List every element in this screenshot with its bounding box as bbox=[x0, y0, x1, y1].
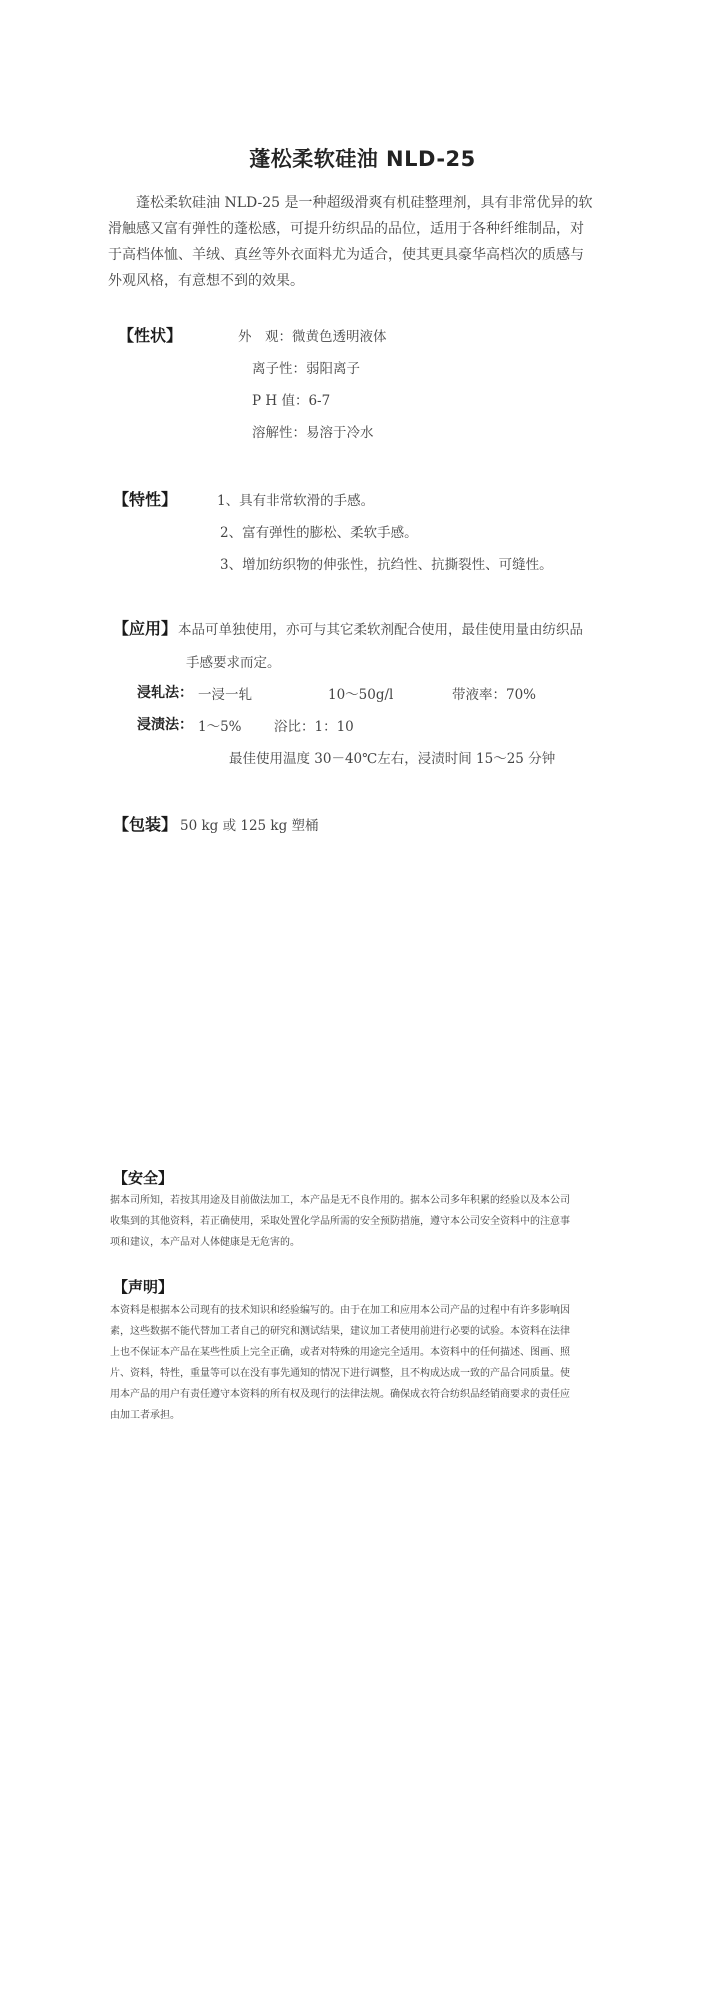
disclaimer-line: 由加工者承担。 bbox=[110, 1410, 180, 1421]
packaging-heading: 【包装】 bbox=[113, 815, 178, 834]
property-ionicity: 离子性：弱阳离子 bbox=[252, 361, 360, 377]
exhaust-method-dosage: 1～5% bbox=[198, 719, 242, 735]
feature-item: 3、增加纺织物的伸张性，抗绉性、抗撕裂性、可缝性。 bbox=[220, 557, 553, 573]
padding-method-process: 一浸一轧 bbox=[198, 687, 252, 703]
application-heading: 【应用】 bbox=[113, 619, 178, 638]
intro-paragraph bbox=[108, 190, 620, 294]
disclaimer-line: 本资料是根据本公司现有的技术知识和经验编写的。由于在加工和应用本公司产品的过程中有许多影响因 bbox=[110, 1305, 570, 1316]
intro-line: 外观风格，有意想不到的效果。 bbox=[108, 273, 304, 289]
exhaust-method-label: 浸渍法： bbox=[137, 717, 193, 733]
padding-method-dosage: 10～50g/l bbox=[328, 687, 394, 703]
features-heading: 【特性】 bbox=[113, 490, 178, 509]
padding-method-pickup: 带液率：70% bbox=[452, 687, 537, 703]
safety-line: 收集到的其他资料，若正确使用，采取处置化学品所需的安全预防措施，遵守本公司安全资料中的注意事 bbox=[110, 1216, 570, 1227]
application-conditions: 最佳使用温度 30－40℃左右，浸渍时间 15～25 分钟 bbox=[229, 751, 556, 767]
packaging-text: 50 kg 或 125 kg 塑桶 bbox=[180, 818, 319, 834]
safety-heading: 【安全】 bbox=[113, 1169, 174, 1187]
application-text-cont: 手感要求而定。 bbox=[186, 655, 281, 671]
safety-line: 项和建议，本产品对人体健康是无危害的。 bbox=[110, 1237, 300, 1248]
disclaimer-heading: 【声明】 bbox=[113, 1278, 174, 1296]
intro-line: 蓬松柔软硅油 NLD-25 是一种超级滑爽有机硅整理剂，具有非常优异的软 bbox=[108, 195, 593, 211]
safety-line: 据本司所知，若按其用途及目前做法加工，本产品是无不良作用的。据本公司多年积累的经验以及本公司 bbox=[110, 1195, 570, 1206]
feature-item: 1、具有非常软滑的手感。 bbox=[217, 493, 375, 509]
property-solubility: 溶解性：易溶于冷水 bbox=[252, 425, 374, 441]
properties-heading: 【性状】 bbox=[118, 326, 183, 345]
padding-method-label: 浸轧法： bbox=[137, 685, 193, 701]
disclaimer-line: 上也不保证本产品在某些性质上完全正确，或者对特殊的用途完全适用。本资料中的任何描述、图画、照 bbox=[110, 1347, 570, 1358]
exhaust-method-ratio: 浴比：1：10 bbox=[274, 719, 354, 735]
property-ph: P H 值：6-7 bbox=[252, 393, 331, 409]
intro-line: 于高档体恤、羊绒、真丝等外衣面料尤为适合，使其更具豪华高档次的质感与 bbox=[108, 247, 584, 263]
disclaimer-line: 用本产品的用户有责任遵守本资料的所有权及现行的法律法规。确保成衣符合纺织品经销商要求的责任应 bbox=[110, 1389, 570, 1400]
safety-text bbox=[110, 1190, 570, 1253]
feature-item: 2、富有弹性的膨松、柔软手感。 bbox=[220, 525, 418, 541]
application-text: 本品可单独使用，亦可与其它柔软剂配合使用，最佳使用量由纺织品 bbox=[178, 622, 583, 638]
disclaimer-line: 素，这些数据不能代替加工者自己的研究和测试结果，建议加工者使用前进行必要的试验。本资料在法律 bbox=[110, 1326, 570, 1337]
disclaimer-text bbox=[110, 1300, 570, 1426]
property-appearance: 外 观：微黄色透明液体 bbox=[238, 329, 387, 345]
intro-line: 滑触感又富有弹性的蓬松感，可提升纺织品的品位，适用于各种纤维制品，对 bbox=[108, 221, 584, 237]
document-title: 蓬松柔软硅油 NLD-25 bbox=[249, 147, 476, 171]
disclaimer-line: 片、资料，特性，重量等可以在没有事先通知的情况下进行调整，且不构成达成一致的产品合同质量。使 bbox=[110, 1368, 570, 1379]
